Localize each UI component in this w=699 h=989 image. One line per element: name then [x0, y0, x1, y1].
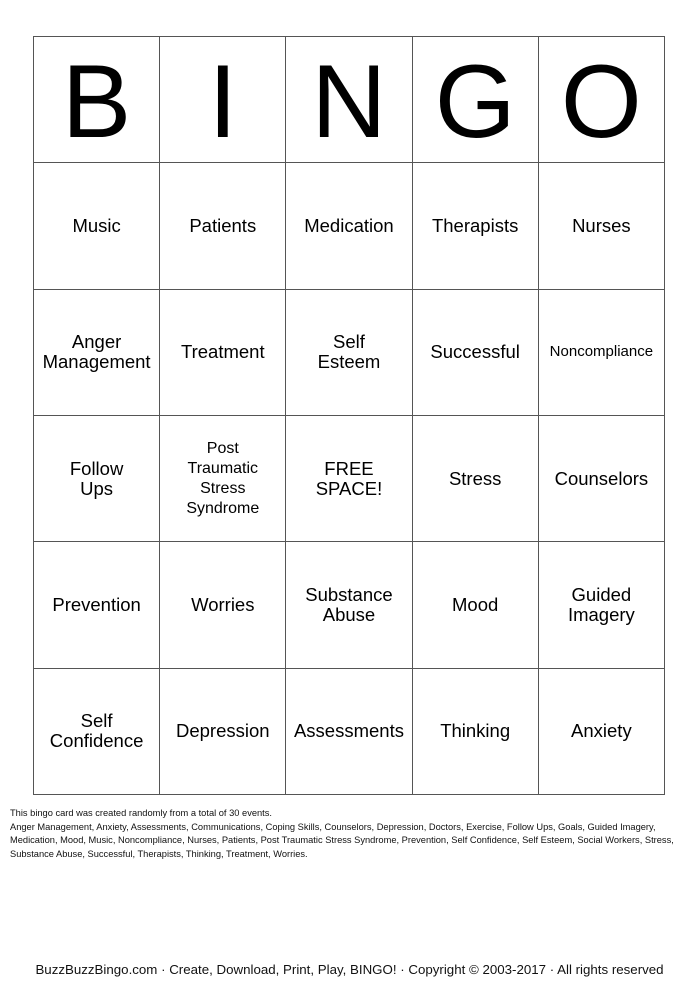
card-info-note: [10, 807, 695, 861]
bingo-cell[interactable]: [286, 289, 412, 415]
cell-text: Confidence: [49, 730, 144, 752]
cell-text: Patients: [189, 214, 257, 236]
bingo-cell[interactable]: [286, 542, 412, 668]
bingo-header-row: [34, 37, 665, 163]
header-letter-b: B: [34, 37, 160, 163]
header-letter-g: G: [412, 37, 538, 163]
bingo-row: [34, 542, 665, 668]
bingo-cell[interactable]: [286, 163, 412, 289]
header-letter-i: I: [160, 37, 286, 163]
bingo-cell[interactable]: [538, 289, 664, 415]
cell-text: Abuse: [322, 603, 376, 625]
cell-text: Management: [42, 351, 151, 373]
bingo-row: [34, 163, 665, 289]
bingo-cell[interactable]: [34, 289, 160, 415]
cell-text: Guided: [571, 583, 632, 605]
bingo-cell[interactable]: [34, 668, 160, 794]
cell-text: Successful: [430, 341, 520, 363]
bingo-cell[interactable]: [286, 668, 412, 794]
cell-text: Treatment: [180, 341, 265, 363]
bingo-cell[interactable]: [538, 415, 664, 541]
cell-text: Follow: [69, 457, 124, 479]
bingo-row: [34, 289, 665, 415]
bingo-row: [34, 668, 665, 794]
bingo-cell[interactable]: [34, 542, 160, 668]
cell-text: Counselors: [554, 467, 649, 489]
bingo-cell[interactable]: [160, 542, 286, 668]
cell-text: Substance: [305, 583, 393, 605]
cell-text: Music: [72, 214, 121, 236]
event-list: Anger Management, Anxiety, Assessments, Communications, Coping Skills, Counselors, Depression, Doctors, Exercise, Follow Ups, Goals, Guided Imagery, Medication, Mood, Music, Noncompliance, Nurses, Patients, Post Traumatic Stress Syndrome, Prevention, Self Confidence, Self Esteem, Social Workers, Stress, Substance Abuse, Successful, Therapists, Thinking, Treatment, Worries.: [10, 821, 674, 859]
bingo-cell[interactable]: [160, 289, 286, 415]
cell-text: Self: [333, 331, 365, 353]
cell-text: Anxiety: [571, 720, 632, 742]
header-letter-n: N: [286, 37, 412, 163]
cell-text: Worries: [191, 593, 255, 615]
bingo-cell[interactable]: [412, 289, 538, 415]
bingo-cell[interactable]: [160, 163, 286, 289]
cell-text: Traumatic: [187, 459, 259, 477]
cell-text: Noncompliance: [549, 343, 654, 361]
cell-text: FREE: [324, 457, 374, 479]
cell-text: Imagery: [567, 603, 635, 625]
cell-text: Thinking: [440, 720, 511, 742]
cell-text: Syndrome: [186, 499, 260, 517]
bingo-cell[interactable]: [412, 542, 538, 668]
bingo-card: [33, 36, 665, 795]
bingo-cell[interactable]: [412, 163, 538, 289]
cell-text: Anger: [71, 331, 122, 353]
cell-text: Post: [206, 439, 239, 457]
cell-text: Medication: [304, 214, 394, 236]
header-letter-o: O: [538, 37, 664, 163]
free-space-cell[interactable]: [286, 415, 412, 541]
cell-text: Prevention: [52, 593, 141, 615]
bingo-cell[interactable]: [412, 668, 538, 794]
bingo-cell[interactable]: [538, 163, 664, 289]
bingo-cell[interactable]: [34, 415, 160, 541]
card-info-summary: This bingo card was created randomly from a total of 30 events.: [10, 808, 272, 818]
cell-text: Mood: [452, 593, 499, 615]
cell-text: Depression: [175, 720, 270, 742]
cell-text: Esteem: [317, 351, 381, 373]
bingo-row: [34, 415, 665, 541]
bingo-cell[interactable]: [160, 415, 286, 541]
bingo-cell[interactable]: [34, 163, 160, 289]
cell-text: Stress: [448, 467, 502, 489]
cell-text: SPACE!: [315, 477, 383, 499]
cell-text: Stress: [200, 479, 246, 497]
footer-copyright: BuzzBuzzBingo.com · Create, Download, Print, Play, BINGO! · Copyright © 2003-2017 · All rights reserved: [35, 962, 664, 977]
bingo-cell[interactable]: [160, 668, 286, 794]
cell-text: Ups: [80, 477, 114, 499]
cell-text: Nurses: [572, 214, 631, 236]
cell-text: Self: [80, 710, 113, 732]
bingo-cell[interactable]: [538, 542, 664, 668]
cell-text: Therapists: [431, 214, 519, 236]
bingo-cell[interactable]: [538, 668, 664, 794]
bingo-cell[interactable]: [412, 415, 538, 541]
cell-text: Assessments: [293, 720, 404, 742]
